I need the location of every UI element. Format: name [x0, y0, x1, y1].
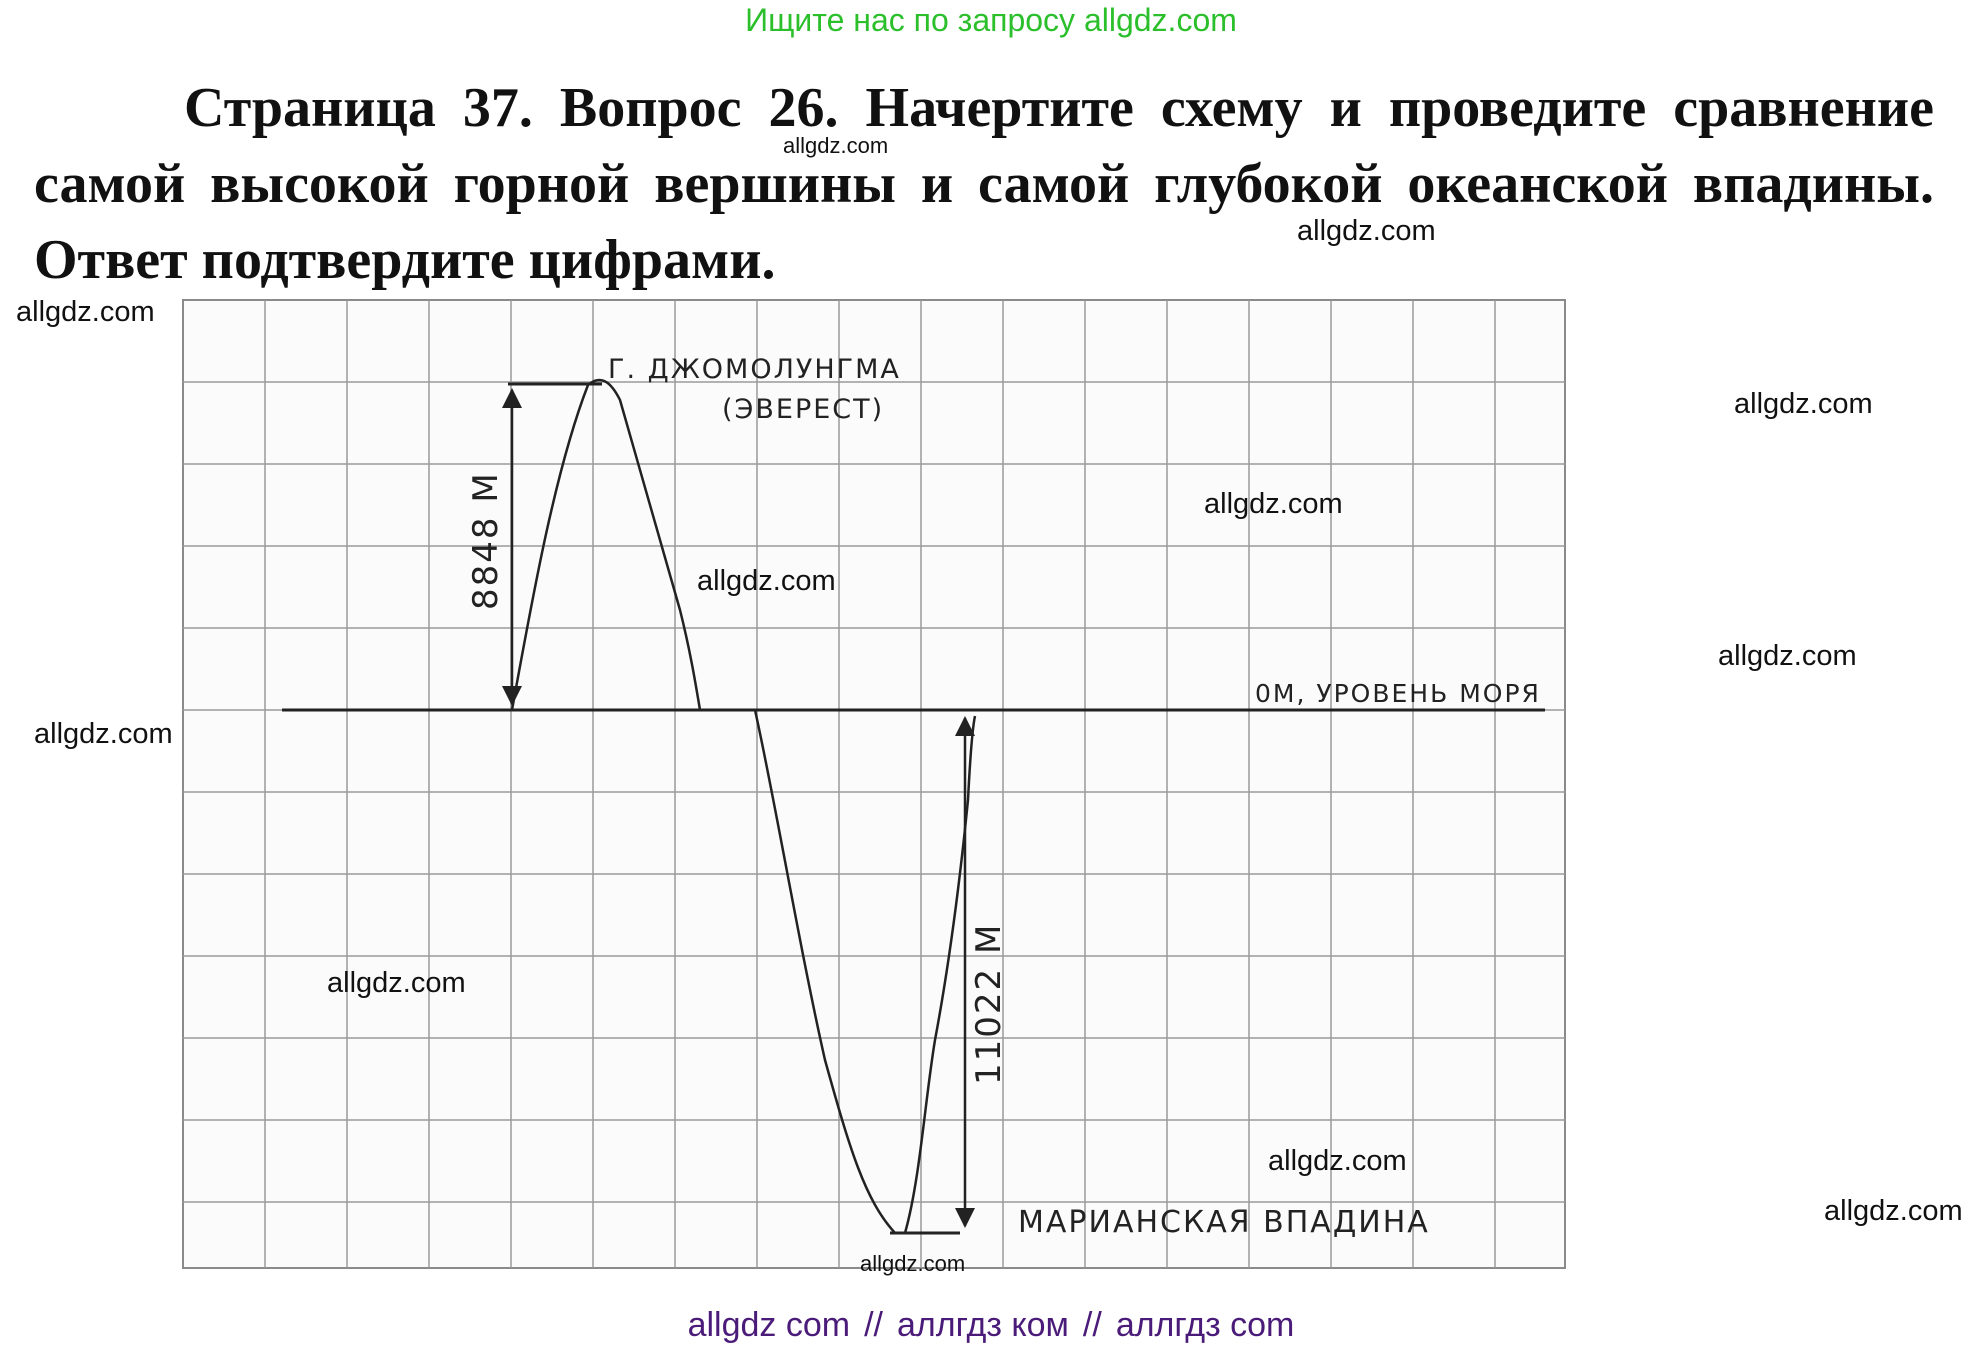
depth-label: 11022 М: [969, 922, 1009, 1085]
watermark: allgdz.com: [1734, 388, 1873, 420]
watermark: allgdz.com: [1204, 488, 1343, 520]
footer-separator: //: [1082, 1306, 1102, 1344]
footer-link-1[interactable]: allgdz com: [687, 1306, 851, 1344]
watermark: allgdz.com: [1824, 1195, 1963, 1227]
grid-paper: [183, 300, 1565, 1268]
footer-link-2[interactable]: аллгдз ком: [897, 1306, 1069, 1344]
watermark: allgdz.com: [1718, 640, 1857, 672]
height-label: 8848 М: [466, 471, 506, 610]
footer-link-3[interactable]: аллгдз com: [1115, 1306, 1295, 1344]
watermark: allgdz.com: [697, 565, 836, 597]
question-text: Страница 37. Вопрос 26. Начертите схему и проведите сравнение самой высокой горной вершины и самой глубокой океанской впадины. Ответ подтвердите цифрами.: [34, 77, 1934, 291]
grid-frame: [183, 300, 1565, 1268]
peak-label-line1: Г. ДЖОМОЛУНГМА: [608, 354, 901, 385]
watermark: allgdz.com: [34, 718, 173, 750]
watermark: allgdz.com: [16, 296, 155, 328]
footer-links: [0, 1306, 1982, 1345]
watermark: allgdz.com: [1268, 1145, 1407, 1177]
watermark: allgdz.com: [1297, 215, 1436, 247]
sea-level-label: 0М, УРОВЕНЬ МОРЯ: [1255, 679, 1541, 708]
peak-label-line2: (ЭВЕРЕСТ): [722, 394, 885, 425]
footer-separator: //: [864, 1306, 884, 1344]
watermark: allgdz.com: [860, 1251, 966, 1276]
watermark: allgdz.com: [327, 967, 466, 999]
trench-label: МАРИАНСКАЯ ВПАДИНА: [1018, 1205, 1430, 1240]
promo-link[interactable]: Ищите нас по запросу allgdz.com: [745, 2, 1237, 38]
watermark: allgdz.com: [783, 133, 889, 158]
